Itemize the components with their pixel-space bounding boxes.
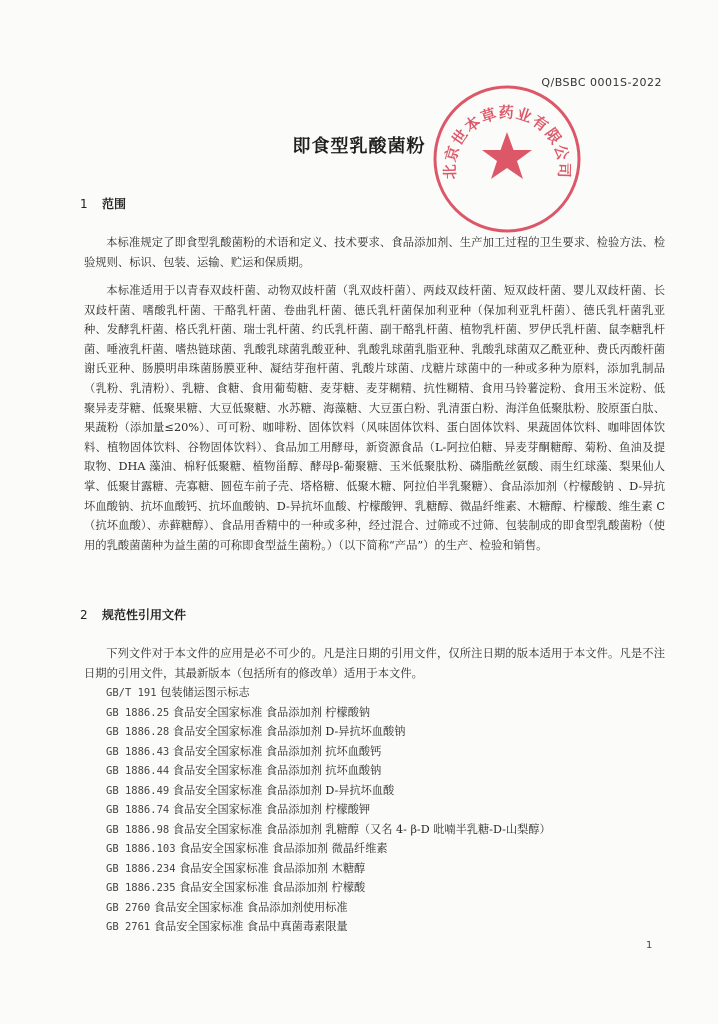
reference-item: GB 1886.103 食品安全国家标准 食品添加剂 微晶纤维素 (106, 842, 388, 855)
reference-list (106, 683, 666, 937)
reference-item: GB/T 191 包装储运图示标志 (106, 686, 250, 699)
reference-item: GB 1886.234 食品安全国家标准 食品添加剂 木糖醇 (106, 861, 366, 875)
section-2-heading: 2 规范性引用文件 (80, 608, 187, 622)
reference-item: GB 1886.25 食品安全国家标准 食品添加剂 柠檬酸钠 (106, 705, 371, 719)
reference-item: GB 1886.43 食品安全国家标准 食品添加剂 抗坏血酸钙 (106, 744, 382, 758)
reference-item: GB 2761 食品安全国家标准 食品中真菌毒素限量 (106, 920, 348, 933)
reference-item: GB 1886.98 食品安全国家标准 食品添加剂 乳糖醇（又名 4- β-D 吡喃半乳糖-D-山梨醇） (106, 822, 551, 836)
reference-item: GB 1886.44 食品安全国家标准 食品添加剂 抗坏血酸钠 (106, 764, 382, 777)
reference-item: GB 1886.74 食品安全国家标准 食品添加剂 柠檬酸钾 (106, 803, 371, 816)
reference-item: GB 1886.235 食品安全国家标准 食品添加剂 柠檬酸 (106, 881, 366, 894)
section-1-heading: 1 范围 (80, 197, 127, 211)
reference-item: GB 2760 食品安全国家标准 食品添加剂使用标准 (106, 900, 348, 914)
standard-code: Q/BSBC 0001S-2022 (541, 76, 662, 89)
scope-paragraph-1: 本标准规定了即食型乳酸菌粉的术语和定义、技术要求、食品添加剂、生产加工过程的卫生要求、检验方法、检验规则、标识、包装、运输、贮运和保质期。 (84, 236, 665, 269)
company-seal (430, 82, 584, 236)
normative-intro: 下列文件对于本文件的应用是必不可少的。凡是注日期的引用文件，仅所注日期的版本适用于本文件。凡是不注日期的引用文件，其最新版本（包括所有的修改单）适用于本文件。 (84, 647, 665, 680)
reference-item: GB 1886.49 食品安全国家标准 食品添加剂 D-异抗坏血酸 (106, 783, 395, 797)
document-title: 即食型乳酸菌粉 (292, 136, 426, 157)
page-number: 1 (646, 940, 653, 951)
scope-paragraph-2: 本标准适用于以青春双歧杆菌、动物双歧杆菌（乳双歧杆菌）、两歧双歧杆菌、短双歧杆菌、婴儿双歧杆菌、长双歧杆菌、嗜酸乳杆菌、干酪乳杆菌、卷曲乳杆菌、德氏乳杆菌保加利亚种（保加利亚乳杆菌）、德氏乳杆菌乳亚种、发酵乳杆菌、格氏乳杆菌、瑞士乳杆菌、约氏乳杆菌、副干酪乳杆菌、植物乳杆菌、罗伊氏乳杆菌、鼠李糖乳杆菌、唾液乳杆菌、嗜热链球菌、乳酸乳球菌乳酸亚种、乳酸乳球菌乳脂亚种、乳酸乳球菌双乙酰亚种、费氏丙酸杆菌谢氏亚种、肠膜明串珠菌肠膜亚种、凝结芽孢杆菌、乳酸片球菌、戊糖片球菌中的一种或多种为原料，添加乳制品（乳粉、乳清粉）、乳糖、食糖、食用葡萄糖、麦芽糖、麦芽糊精、抗性糊精、食用马铃薯淀粉、食用玉米淀粉、低聚异麦芽糖、低聚果糖、大豆低聚糖、水苏糖、海藻糖、大豆蛋白粉、乳清蛋白粉、海洋鱼低聚肽粉、胶原蛋白肽、果蔬粉（添加量≤20%）、可可粉、咖啡粉、固体饮料（风味固体饮料、蛋白固体饮料、果蔬固体饮料、咖啡固体饮料、植物固体饮料、谷物固体饮料）、食品加工用酵母，新资源食品（L-阿拉伯糖、异麦芽酮糖醇、菊粉、鱼油及提取物、DHA 藻油、棉籽低聚糖、植物甾醇、酵母β-葡聚糖、玉米低聚肽粉、磷脂酰丝氨酸、雨生红球藻、梨果仙人掌、低聚甘露糖、壳寡糖、圆苞车前子壳、塔格糖、低聚木糖、阿拉伯半乳聚糖）、食品添加剂（柠檬酸钠 、D-异抗坏血酸钠、抗坏血酸钙、抗坏血酸钠、D-异抗坏血酸、柠檬酸钾、乳糖醇、微晶纤维素、木糖醇、柠檬酸、维生素 C （抗坏血酸）、赤藓糖醇）、食品用香精中的一种或多种，经过混合、过筛或不过筛、包装制成的即食型乳酸菌粉（使用的乳酸菌菌种为益生菌的可称即食型益生菌粉。）（以下简称“产品”）的生产、检验和销售。 (84, 284, 665, 552)
seal-text: 北京世本草药业有限公司 (440, 103, 574, 180)
reference-item: GB 1886.28 食品安全国家标准 食品添加剂 D-异抗坏血酸钠 (106, 725, 406, 738)
